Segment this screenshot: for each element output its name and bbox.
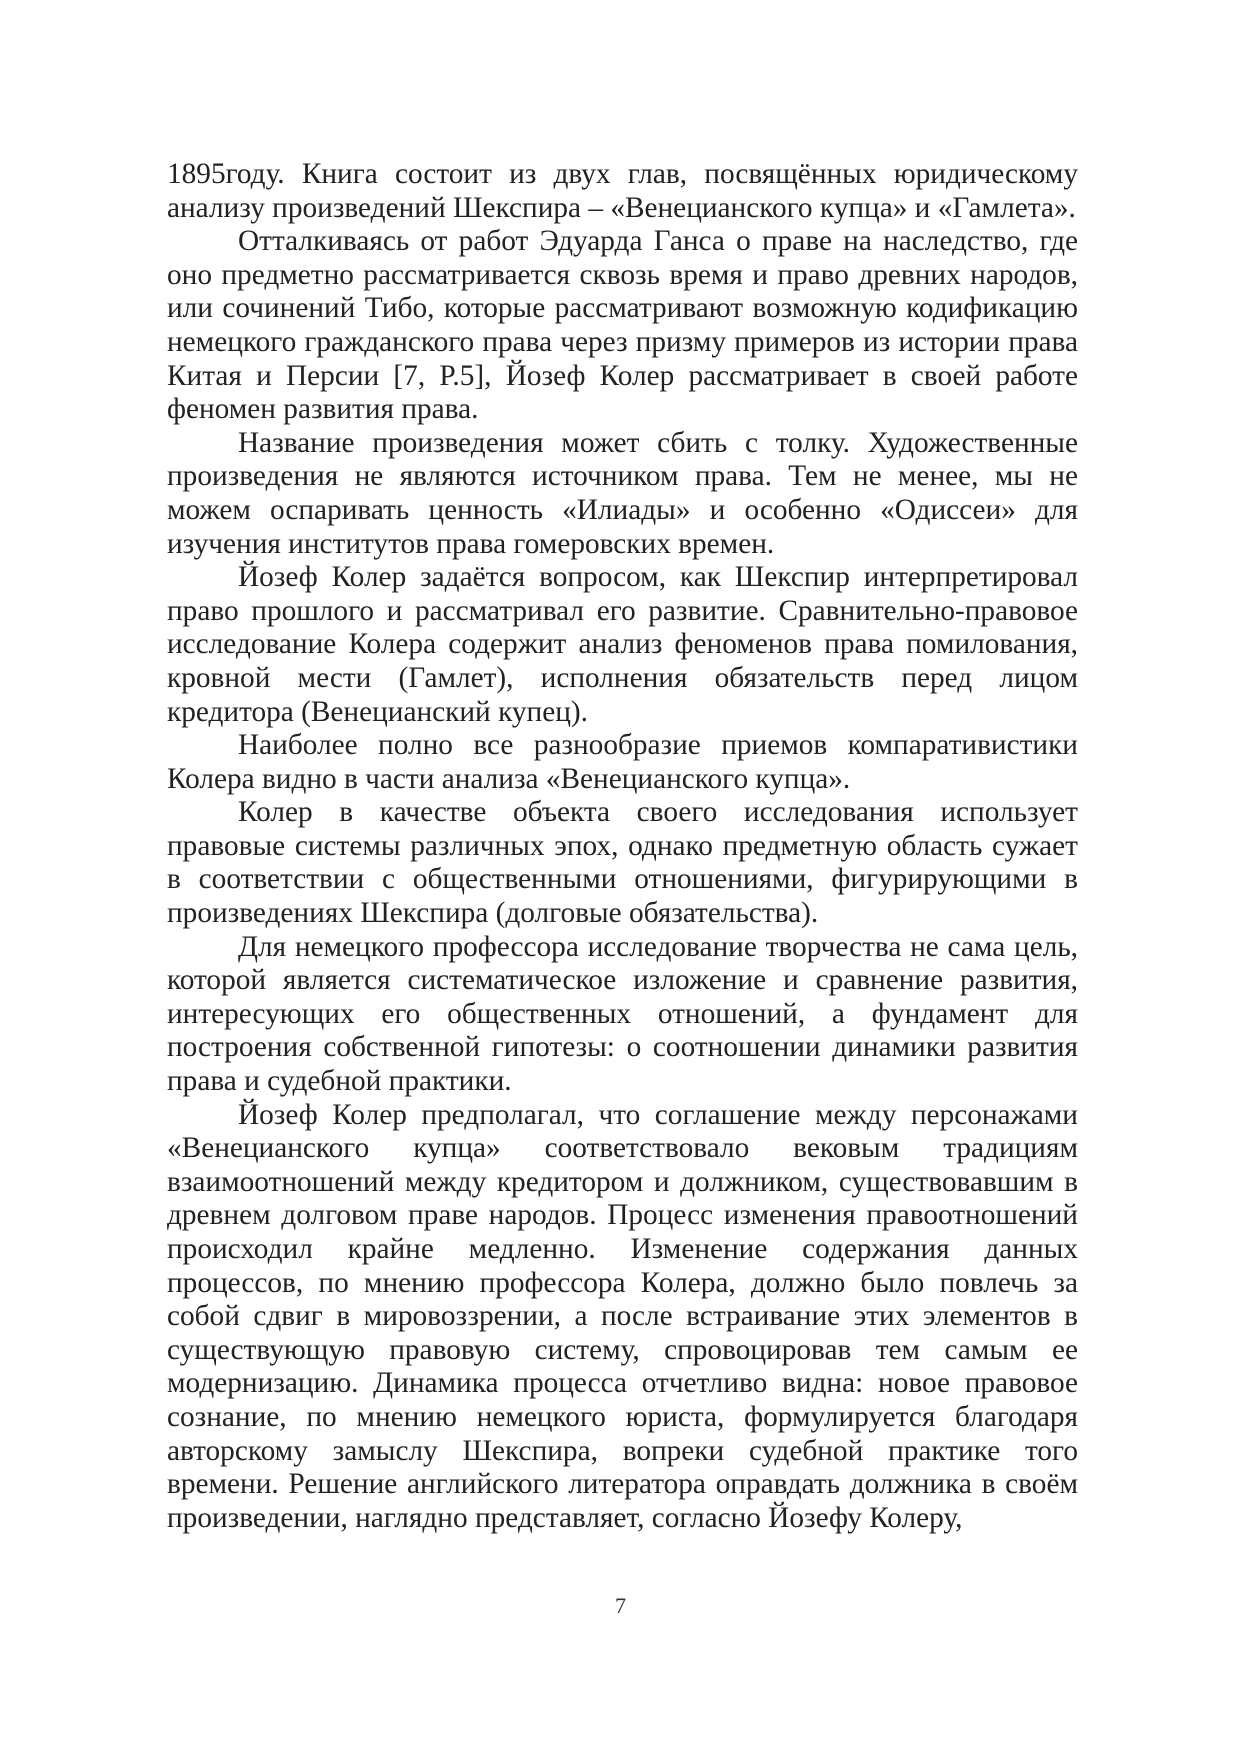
page-body — [167, 158, 1078, 1535]
paragraph-5: Наиболее полно все разнообразие приемов компаративистики Колера видно в части анализа «Венецианского купца». — [167, 729, 1078, 795]
paragraph-4: Йозеф Колер задаётся вопросом, как Шекспир интерпретировал право прошлого и рассматривал его развитие. Сравнительно-правовое исследование Колера содержит анализ феноменов права помилования, кровной мести (Гамлет), исполнения обязательств перед лицом кредитора (Венецианский купец). — [167, 561, 1078, 728]
paragraph-2: Отталкиваясь от работ Эдуарда Ганса о праве на наследство, где оно предметно рассматривается сквозь время и право древних народов, или сочинений Тибо, которые рассматривают возможную кодификацию немецкого гражданского права через призму примеров из истории права Китая и Персии [7, P.5], Йозеф Колер рассматривает в своей работе феномен развития права. — [167, 225, 1078, 426]
paragraph-6: Колер в качестве объекта своего исследования использует правовые системы различных эпох, однако предметную область сужает в соответствии с общественными отношениями, фигурирующими в произведениях Шекспира (долговые обязательства). — [167, 796, 1078, 930]
paragraph-8: Йозеф Колер предполагал, что соглашение между персонажами «Венецианского купца» соответствовало вековым традициям взаимоотношений между кредитором и должником, существовавшим в древнем долговом праве народов. Процесс изменения правоотношений происходил крайне медленно. Изменение содержания данных процессов, по мнению профессора Колера, должно было повлечь за собой сдвиг в мировоззрении, а после встраивание этих элементов в существующую правовую систему, спровоцировав тем самым ее модернизацию. Динамика процесса отчетливо видна: новое правовое сознание, по мнению немецкого юриста, формулируется благодаря авторскому замыслу Шекспира, вопреки судебной практике того времени. Решение английского литератора оправдать должника в своём произведении, наглядно представляет, согласно Йозефу Колеру, — [167, 1098, 1078, 1534]
paragraph-1: 1895году. Книга состоит из двух глав, посвящённых юридическому анализу произведений Шекспира – «Венецианского купца» и «Гамлета». — [167, 158, 1078, 224]
paragraph-3: Название произведения может сбить с толку. Художественные произведения не являются источником права. Тем не менее, мы не можем оспаривать ценность «Илиады» и особенно «Одиссеи» для изучения институтов права гомеровских времен. — [167, 426, 1078, 560]
page-number: 7 — [615, 1593, 626, 1618]
paragraph-7: Для немецкого профессора исследование творчества не сама цель, которой является систематическое изложение и сравнение развития, интересующих его общественных отношений, а фундамент для построения собственной гипотезы: о соотношении динамики развития права и судебной практики. — [167, 930, 1078, 1098]
